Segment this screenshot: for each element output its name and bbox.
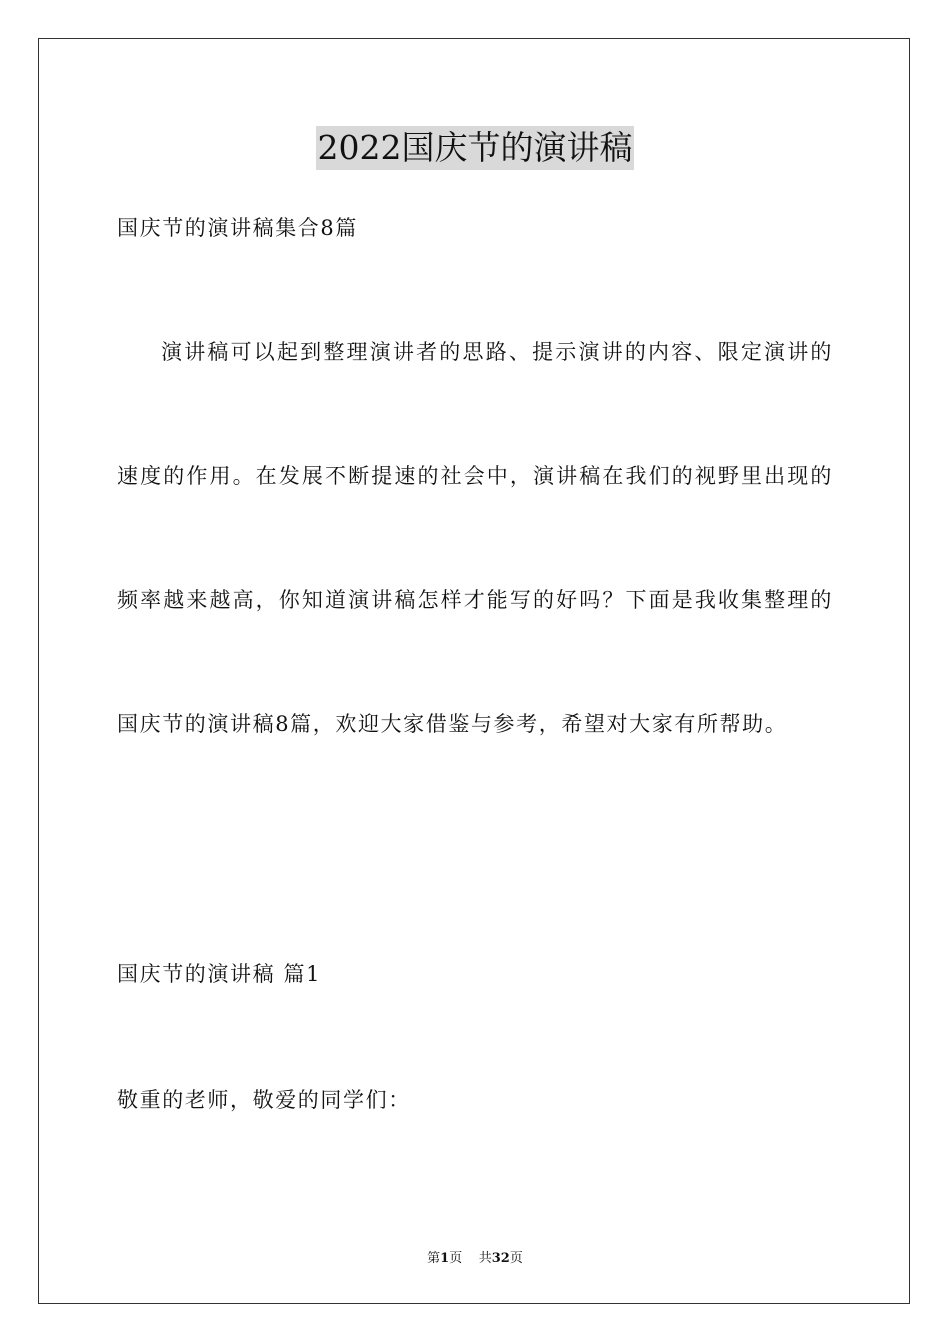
document-title: 2022国庆节的演讲稿 (316, 126, 635, 170)
footer-total-pages: 32 (491, 1251, 510, 1266)
title-container (0, 126, 950, 170)
page-footer (0, 1247, 950, 1266)
intro-paragraph: 演讲稿可以起到整理演讲者的思路、提示演讲的内容、限定演讲的速度的作用。在发展不断提速的社会中，演讲稿在我们的视野里出现的频率越来越高，你知道演讲稿怎样才能写的好吗？下面是我收集整理的国庆节的演讲稿8篇，欢迎大家借鉴与参考，希望对大家有所帮助。 (117, 340, 833, 736)
document-subtitle: 国庆节的演讲稿集合8篇 (117, 216, 358, 240)
footer-page-number: 1 (440, 1251, 450, 1266)
greeting-line: 敬重的老师，敬爱的同学们： (117, 1088, 411, 1112)
footer-page-prefix: 第 (427, 1251, 441, 1266)
footer-total-prefix: 共 (478, 1251, 492, 1266)
section-heading: 国庆节的演讲稿 篇1 (117, 962, 322, 986)
footer-total-suffix: 页 (509, 1251, 523, 1266)
footer-page-suffix: 页 (449, 1251, 463, 1266)
